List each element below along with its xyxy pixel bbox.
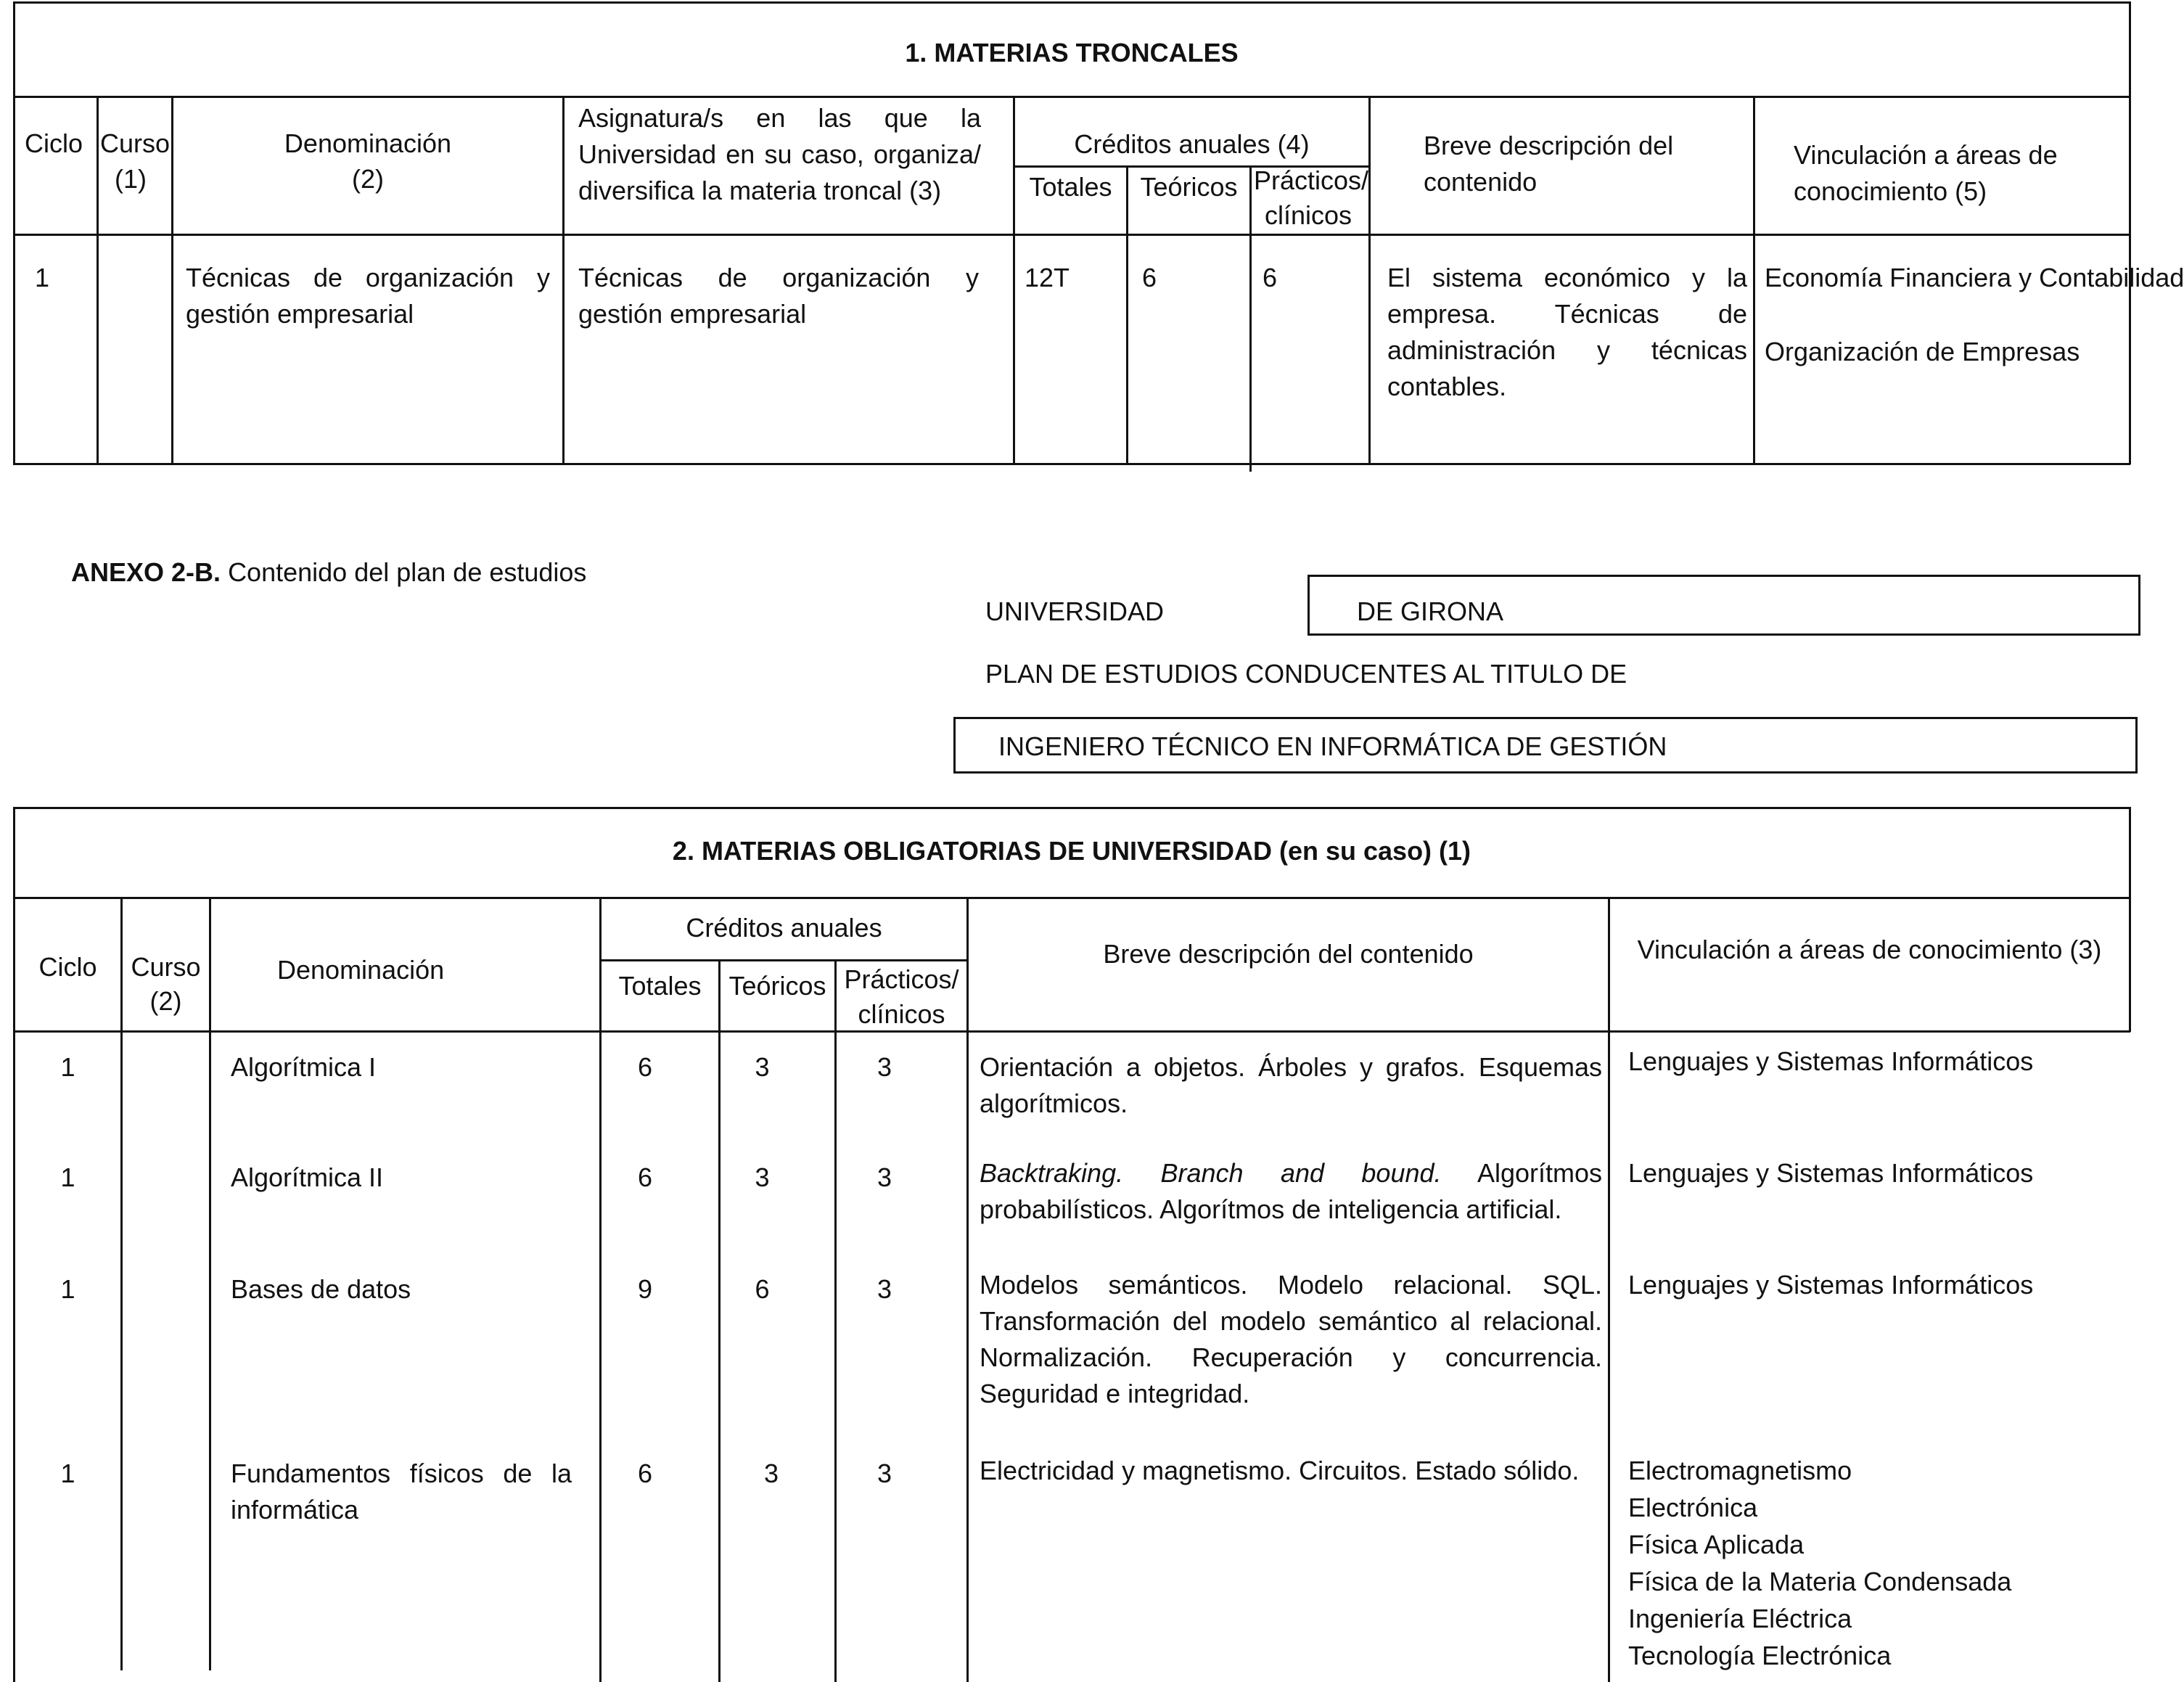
universidad-label: UNIVERSIDAD [985, 596, 1165, 626]
t2-cell-area: Física Aplicada [1628, 1530, 1805, 1559]
t2-cell-practicos: 3 [877, 1274, 892, 1304]
t2-cell-descripcion: Modelos semánticos. Modelo relacional. SQL. Transformación del modelo semántico al relacional. Normalización. Recuperación y concurrencia. Seguridad e integridad. [980, 1270, 1602, 1408]
t2-cell-teoricos: 3 [755, 1052, 770, 1082]
t1-header-curso: Curso [100, 128, 171, 158]
t2-cell-ciclo: 1 [60, 1162, 75, 1192]
t1-header-totales: Totales [1029, 172, 1112, 202]
t2-cell-totales: 6 [637, 1459, 653, 1488]
t2-cell-practicos: 3 [877, 1459, 892, 1488]
t2-cell-area: Ingeniería Eléctrica [1628, 1604, 1852, 1633]
t2-cell-area: Electrónica [1628, 1493, 1758, 1522]
t2-cell-teoricos: 3 [755, 1162, 770, 1192]
t2-cell-teoricos: 3 [763, 1459, 779, 1488]
t1-header-ciclo: Ciclo [25, 128, 83, 158]
t1-header-vinculacion: Vinculación a áreas de conocimiento (5) [1794, 140, 2058, 206]
t2-cell-area: Lenguajes y Sistemas Informáticos [1628, 1270, 2034, 1300]
t1-header-curso-note: (1) [115, 164, 147, 194]
anexo-label [71, 554, 586, 591]
t1-header-descripcion: Breve descripción del contenido [1424, 131, 1674, 197]
t2-header-curso-note: (2) [149, 986, 182, 1016]
t1-cell-teoricos: 6 [1142, 263, 1157, 292]
t2-header-practicos: Prácticos/ clínicos [844, 964, 959, 1029]
plan-label: PLAN DE ESTUDIOS CONDUCENTES AL TITULO DE [985, 659, 1627, 689]
t2-cell-descripcion: Orientación a objetos. Árboles y grafos. Esquemas algorítmicos. [980, 1052, 1602, 1118]
t2-cell-denominacion: Algorítmica II [231, 1162, 384, 1192]
table1-title: 1. MATERIAS TRONCALES [905, 38, 1239, 67]
t2-cell-ciclo: 1 [60, 1459, 75, 1488]
t2-cell-area: Electromagnetismo [1628, 1456, 1852, 1485]
t1-cell-area: Organización de Empresas [1765, 337, 2080, 366]
t2-cell-denominacion: Algorítmica I [231, 1052, 377, 1082]
t2-header-ciclo: Ciclo [38, 952, 97, 982]
t2-cell-ciclo: 1 [60, 1052, 75, 1082]
t2-cell-descripcion-italic: Backtraking. Branch and bound. [980, 1158, 1442, 1188]
t2-cell-denominacion: Bases de datos [231, 1274, 411, 1304]
t1-header-denominacion-note: (2) [352, 164, 384, 194]
anexo-label-bold: ANEXO 2-B. [71, 557, 221, 587]
t1-header-teoricos: Teóricos [1140, 172, 1238, 202]
t2-cell-practicos: 3 [877, 1052, 892, 1082]
t2-cell-descripcion-rest: Algorítmos probabilísticos. Algorítmos de inteligencia artificial. [980, 1158, 1602, 1224]
t2-cell-area: Lenguajes y Sistemas Informáticos [1628, 1046, 2034, 1076]
t2-cell-totales: 6 [637, 1162, 653, 1192]
t1-cell-practicos: 6 [1263, 263, 1278, 292]
titulo-value: INGENIERO TÉCNICO EN INFORMÁTICA DE GESTIÓN [998, 731, 1667, 761]
t1-header-practicos: Prácticos/ clínicos [1254, 165, 1369, 230]
t1-cell-descripcion: El sistema económico y la empresa. Técnicas de administración y técnicas contables. [1387, 263, 1747, 401]
t2-cell-totales: 6 [637, 1052, 653, 1082]
t2-header-creditos: Créditos anuales [686, 913, 882, 943]
t2-header-curso: Curso [131, 952, 201, 982]
t2-cell-area: Tecnología Electrónica [1628, 1641, 1892, 1670]
table2-title: 2. MATERIAS OBLIGATORIAS DE UNIVERSIDAD (en su caso) (1) [672, 836, 1471, 866]
universidad-value: DE GIRONA [1357, 596, 1504, 626]
t1-cell-ciclo: 1 [35, 263, 50, 292]
t1-cell-totales: 12T [1025, 263, 1070, 292]
t2-cell-descripcion: Electricidad y magnetismo. Circuitos. Estado sólido. [980, 1456, 1580, 1485]
t2-cell-ciclo: 1 [60, 1274, 75, 1304]
t1-header-creditos: Créditos anuales (4) [1074, 129, 1310, 159]
t2-cell-practicos: 3 [877, 1162, 892, 1192]
t2-header-vinculacion: Vinculación a áreas de conocimiento (3) [1637, 935, 2102, 964]
t1-cell-asignaturas: Técnicas de organización y gestión empresarial [578, 263, 979, 329]
t1-cell-area: Economía Financiera y Contabilidad [1765, 263, 2184, 292]
t2-header-descripcion: Breve descripción del contenido [1103, 939, 1474, 969]
t2-cell-descripcion [980, 1155, 1602, 1228]
t2-header-totales: Totales [618, 971, 702, 1001]
t2-cell-area: Física de la Materia Condensada [1628, 1567, 2012, 1596]
t1-cell-denominacion: Técnicas de organización y gestión empresarial [186, 263, 550, 329]
t2-cell-totales: 9 [637, 1274, 653, 1304]
anexo-label-rest: Contenido del plan de estudios [228, 557, 587, 587]
t2-header-teoricos: Teóricos [728, 971, 826, 1001]
t2-cell-teoricos: 6 [755, 1274, 770, 1304]
t1-header-denominacion: Denominación [284, 128, 452, 158]
t1-header-asignaturas: Asignatura/s en las que la Universidad en su caso, organiza/ diversifica la materia troncal (3) [578, 103, 981, 205]
t2-header-denominacion: Denominación [277, 955, 445, 985]
t2-cell-area: Lenguajes y Sistemas Informáticos [1628, 1158, 2034, 1188]
t2-cell-denominacion: Fundamentos físicos de la informática [231, 1459, 572, 1525]
